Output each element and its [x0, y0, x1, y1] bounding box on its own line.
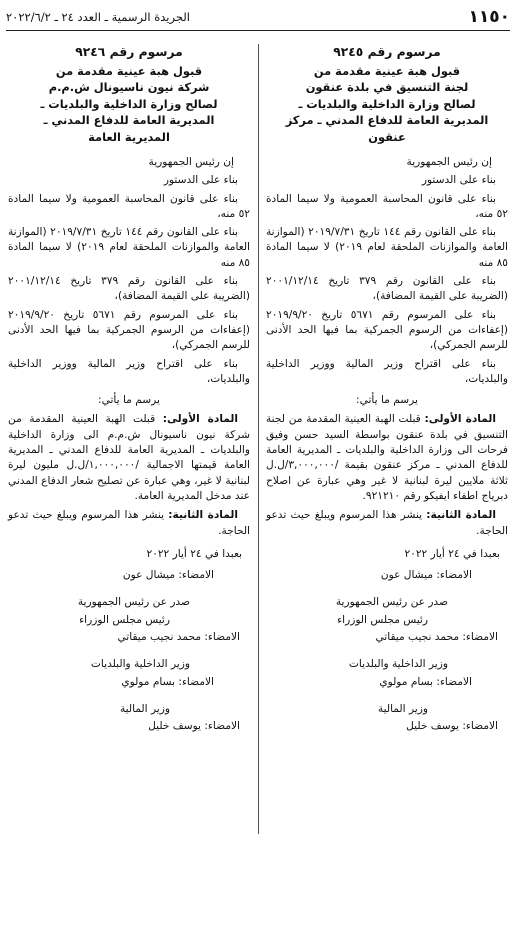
legal-basis-paragraph: بناء على المرسوم رقم ٥٦٧١ تاريخ ٢٠١٩/٩/٢٠ (إعفاءات من الرسوم الجمركية بما فيها الحد الأدنى للرسم الجمركي)، — [8, 308, 250, 352]
article-two-text: ينشر هذا المرسوم ويبلغ حيث تدعو الحاجة. — [266, 509, 508, 537]
decree-9246-column — [8, 44, 250, 737]
legal-basis-paragraph: بناء على الدستور — [421, 174, 496, 187]
article-one-text: قبلت الهبة العينية المقدمة من لجنة التنسيق في بلدة عنقون بواسطة السيد حسن وفيق فرحات الى وزارة الداخلية والبلديات ـ المديرية العامة للدفاع المدني ـ مركز عنقون بقيمة /٣,٠٠٠,٠٠٠/ل.ل ثلاثة ملايين ليرة لبنانية لا غير وهي عبارة عن اصلاح دبرياج اطفاء ايفيكو رقم ٩٢١٢١٠. — [266, 413, 508, 502]
finance-minister-title: وزير المالية — [119, 702, 170, 715]
decree-date: بعبدا في ٢٤ أيار ٢٠٢٢ — [146, 547, 242, 560]
article-two — [8, 508, 250, 539]
legal-basis-paragraph: بناء على القانون رقم ٣٧٩ تاريخ ٢٠٠١/١٢/١٤ (الضريبة على القيمة المضافة)، — [8, 275, 250, 303]
article-two-label: المادة الثانية: — [426, 509, 496, 522]
interior-minister-signature: الامضاء: بسام مولوي — [379, 675, 472, 688]
article-one-label: المادة الأولى: — [162, 413, 239, 426]
interior-minister-title: وزير الداخلية والبلديات — [90, 658, 190, 671]
article-one-text: قبلت الهبة العينية المقدمة من شركة نيون ناسيونال ش.م.م الى وزارة الداخلية والبلديات ـ المديرية العامة للدفاع المدني ـ المديرية العامة قيمتها الاجمالية /١,٠٠٠,٠٠٠/ل.ل مليون ليرة لبنانية لا غير، وهي عبارة عن تصليح شعار الدفاع المدني عند مدخل المديرية العامة. — [8, 413, 250, 502]
decree-subject-line: المديرية العامة — [88, 129, 170, 144]
decree-subject-line: شركة نيون ناسيونال ش.م.م — [48, 80, 210, 94]
article-two-text: ينشر هذا المرسوم ويبلغ حيث تدعو الحاجة. — [8, 509, 250, 537]
pm-signature: الامضاء: محمد نجيب ميقاتي — [375, 631, 498, 644]
legal-basis-paragraph: بناء على الدستور — [163, 174, 238, 187]
article-two-label: المادة الثانية: — [168, 509, 238, 522]
decree-phrase: يرسم ما يأتي: — [98, 394, 160, 407]
article-one — [266, 412, 508, 504]
legal-basis-paragraph: بناء على قانون المحاسبة العمومية ولا سيما المادة ٥٢ منه، — [266, 192, 508, 220]
decree-subject-line: لجنة التنسيق في بلدة عنقون — [305, 80, 469, 94]
president-greeting: إن رئيس الجمهورية — [406, 156, 492, 168]
legal-basis-paragraph: بناء على قانون المحاسبة العمومية ولا سيما المادة ٥٢ منه، — [8, 192, 250, 220]
page-header — [6, 4, 510, 31]
decree-subject-line: لصالح وزارة الداخلية والبلديات ـ — [298, 96, 476, 111]
legal-basis-paragraph: بناء على اقتراح وزير المالية ووزير الداخلية والبلديات، — [8, 357, 250, 385]
legal-basis-paragraph: بناء على القانون رقم ١٤٤ تاريخ ٢٠١٩/٧/٣١ (الموازنة العامة والموازنات الملحقة لعام ٢٠١٩) لا سيما المادة ٨٥ منه — [266, 226, 508, 269]
pm-title: رئيس مجلس الوزراء — [337, 613, 428, 626]
decree-subject-line: قبول هبة عينية مقدمة من — [313, 63, 461, 78]
issued-by-line: صدر عن رئيس الجمهورية — [77, 596, 190, 609]
decree-date: بعبدا في ٢٤ أيار ٢٠٢٢ — [404, 547, 500, 560]
decree-9245-column — [266, 44, 508, 737]
legal-basis-paragraph: بناء على اقتراح وزير المالية ووزير الداخلية والبلديات، — [266, 357, 508, 385]
finance-minister-signature: الامضاء: يوسف خليل — [406, 720, 498, 733]
decree-subject-line: المديرية العامة للدفاع المدني ـ — [43, 113, 215, 127]
decree-phrase: يرسم ما يأتي: — [356, 394, 418, 407]
decree-subject-line: لصالح وزارة الداخلية والبلديات ـ — [40, 96, 218, 111]
finance-minister-title: وزير المالية — [377, 702, 428, 715]
article-two — [266, 508, 508, 539]
issued-by-line: صدر عن رئيس الجمهورية — [335, 596, 448, 609]
interior-minister-signature: الامضاء: بسام مولوي — [121, 675, 214, 688]
decree-subject-line: المديرية العامة للدفاع المدني ـ مركز عنقون — [285, 113, 489, 144]
president-signature: الامضاء: ميشال عون — [380, 569, 472, 582]
gazette-issue-label: الجريدة الرسمية ـ العدد ٢٤ ـ ٢٠٢٢/٦/٢ — [6, 10, 190, 24]
decree-subject-line: قبول هبة عينية مقدمة من — [55, 63, 203, 78]
pm-signature: الامضاء: محمد نجيب ميقاتي — [117, 631, 240, 644]
column-divider — [258, 44, 259, 834]
president-greeting: إن رئيس الجمهورية — [148, 156, 234, 168]
page-number: ١١٥٠ — [468, 7, 510, 27]
decree-title: مرسوم رقم ٩٢٤٥ — [333, 45, 441, 59]
pm-title: رئيس مجلس الوزراء — [79, 613, 170, 626]
legal-basis-paragraph: بناء على المرسوم رقم ٥٦٧١ تاريخ ٢٠١٩/٩/٢٠ (إعفاءات من الرسوم الجمركية بما فيها الحد الأدنى للرسم الجمركي)، — [266, 308, 508, 352]
decree-title: مرسوم رقم ٩٢٤٦ — [75, 45, 183, 59]
interior-minister-title: وزير الداخلية والبلديات — [348, 658, 448, 671]
finance-minister-signature: الامضاء: يوسف خليل — [148, 720, 240, 733]
president-signature: الامضاء: ميشال عون — [122, 569, 214, 582]
legal-basis-paragraph: بناء على القانون رقم ٣٧٩ تاريخ ٢٠٠١/١٢/١٤ (الضريبة على القيمة المضافة)، — [266, 275, 508, 303]
article-one — [8, 412, 250, 504]
article-one-label: المادة الأولى: — [424, 413, 496, 426]
legal-basis-paragraph: بناء على القانون رقم ١٤٤ تاريخ ٢٠١٩/٧/٣١ (الموازنة العامة والموازنات الملحقة لعام ٢٠١٩) لا سيما المادة ٨٥ منه — [8, 226, 250, 269]
